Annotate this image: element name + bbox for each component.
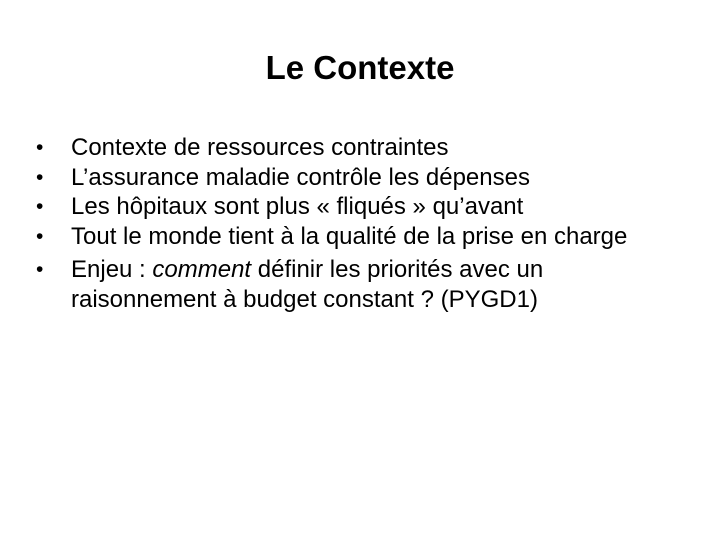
bullet-text	[71, 256, 543, 313]
bullet-icon: •	[36, 165, 44, 189]
slide-title: Le Contexte	[265, 49, 455, 86]
bullet-item	[36, 163, 686, 193]
bullet-icon: •	[36, 224, 44, 248]
bullet-text-suffix: définir les priorités avec un raisonnement à budget constant ? (PYGD1)	[71, 256, 544, 313]
bullet-list	[36, 133, 686, 314]
bullet-item	[36, 255, 686, 314]
bullet-text-prefix: Enjeu :	[71, 256, 153, 283]
bullet-text-emphasis: comment	[152, 256, 252, 283]
bullet-item	[36, 192, 686, 222]
bullet-item	[36, 222, 686, 252]
bullet-icon: •	[36, 136, 44, 159]
bullet-text: Les hôpitaux sont plus « fliqués » qu’avant	[71, 193, 524, 220]
bullet-text: Contexte de ressources contraintes	[71, 134, 449, 161]
bullet-item	[36, 133, 686, 163]
bullet-text: Tout le monde tient à la qualité de la prise en charge	[71, 222, 628, 250]
bullet-text: L’assurance maladie contrôle les dépenses	[71, 163, 530, 191]
bullet-icon: •	[36, 258, 44, 281]
bullet-icon: •	[36, 195, 44, 218]
